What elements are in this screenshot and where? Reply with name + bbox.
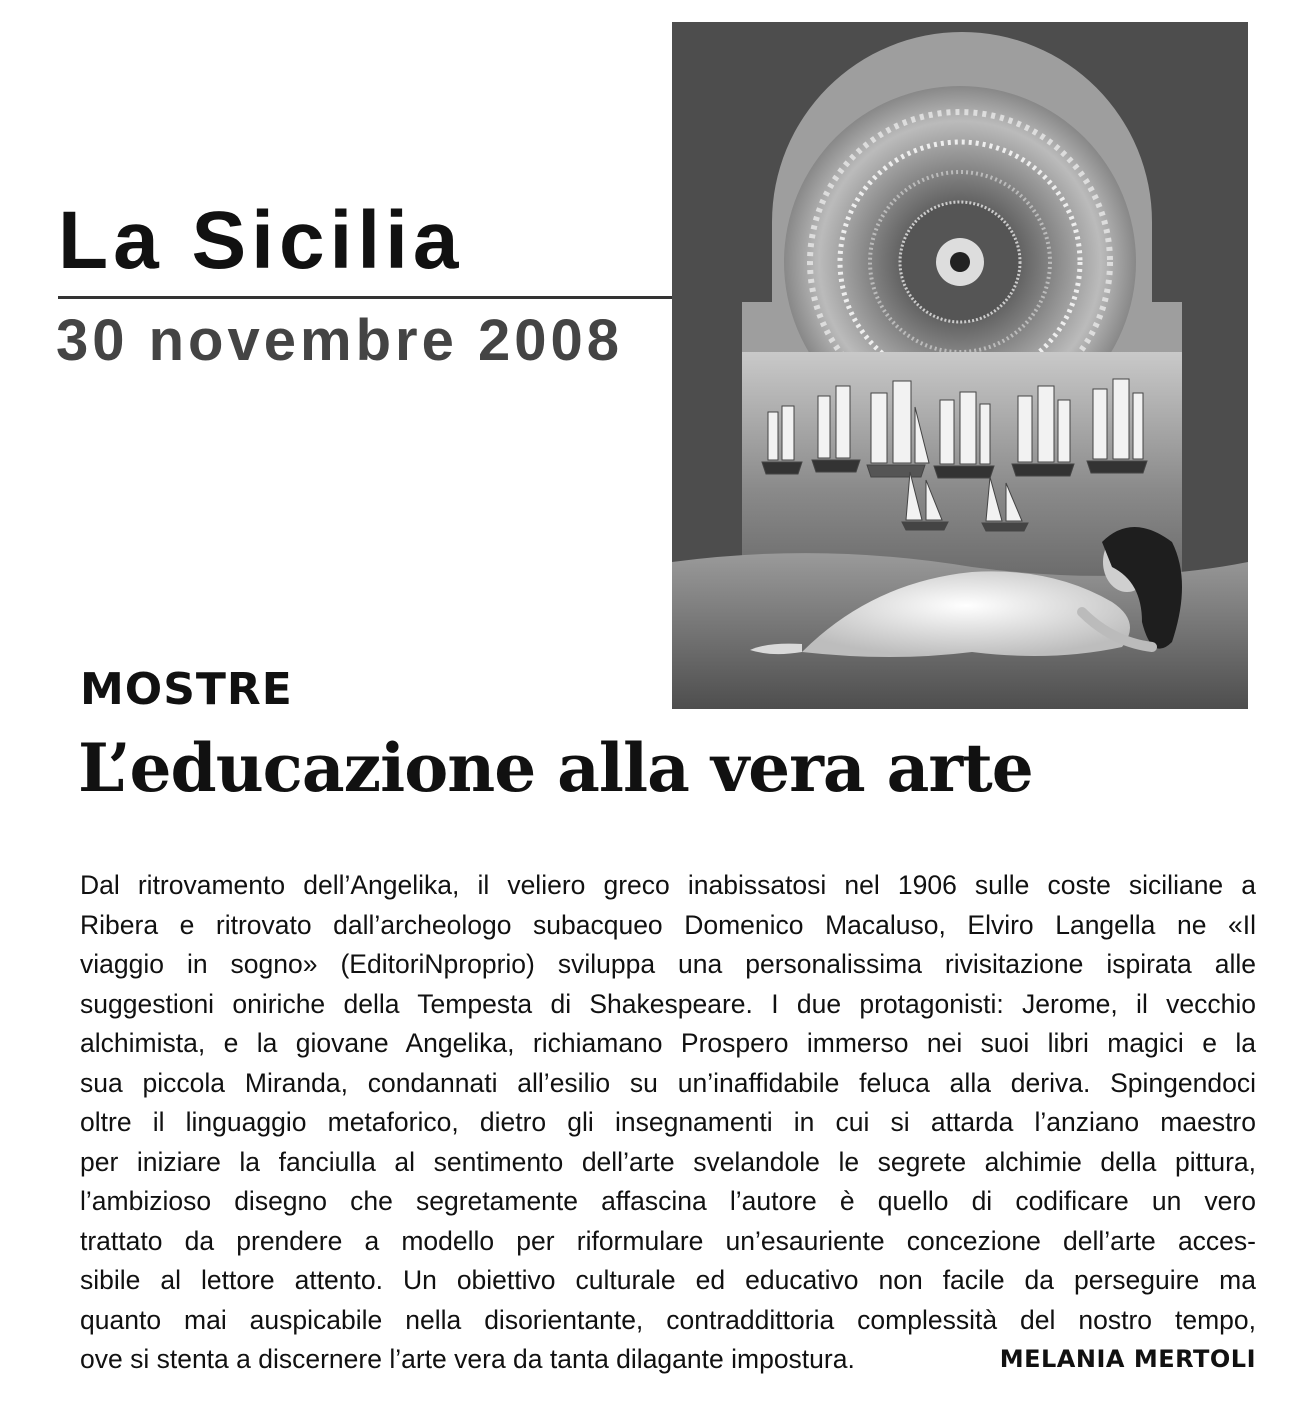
article-body bbox=[80, 866, 1256, 1380]
body-line: l’ambizioso disegno che segretamente affascina l’autore è quello di codificare un vero bbox=[80, 1186, 1256, 1216]
body-line: alchimista, e la giovane Angelika, richiamano Prospero immerso nei suoi libri magici e la bbox=[80, 1028, 1256, 1058]
body-line: ove si stenta a discernere l’arte vera da tanta dilagante impostura. bbox=[80, 1344, 855, 1374]
body-line: per iniziare la fanciulla al sentimento dell’arte svelandole le segrete alchimie della pittura, bbox=[80, 1146, 1256, 1177]
body-line: sibile al lettore attento. Un obiettivo culturale ed educativo non facile da perseguire ma bbox=[80, 1265, 1256, 1295]
body-last-line bbox=[80, 1340, 1256, 1380]
article-illustration bbox=[672, 22, 1248, 709]
author-byline: MELANIA MERTOLI bbox=[999, 1345, 1256, 1373]
body-line: suggestioni oniriche della Tempesta di Shakespeare. I due protagonisti: Jerome, il vecchio bbox=[80, 988, 1256, 1019]
body-line: viaggio in sogno» (EditoriNproprio) sviluppa una personalissima rivisitazione ispirata alle bbox=[80, 949, 1256, 979]
masthead-divider bbox=[58, 296, 674, 299]
publication-date: 30 novembre 2008 bbox=[56, 308, 623, 373]
body-line: trattato da prendere a modello per riformulare un’esauriente concezione dell’arte acces- bbox=[80, 1225, 1256, 1256]
body-line: Dal ritrovamento dell’Angelika, il veliero greco inabissatosi nel 1906 sulle coste siciliane a bbox=[80, 870, 1256, 900]
body-line: oltre il linguaggio metaforico, dietro gli insegnamenti in cui si attarda l’anziano maestro bbox=[80, 1107, 1256, 1137]
newspaper-title: La Sicilia bbox=[58, 195, 464, 286]
body-line: quanto mai auspicabile nella disorientante, contraddittoria complessità del nostro tempo, bbox=[80, 1304, 1256, 1335]
body-line: sua piccola Miranda, condannati all’esilio su un’inaffidabile feluca alla deriva. Spingendoci bbox=[80, 1067, 1256, 1098]
section-kicker: MOSTRE bbox=[80, 664, 293, 715]
body-line: Ribera e ritrovato dall’archeologo subacqueo Domenico Macaluso, Elviro Langella ne «Il bbox=[80, 909, 1256, 940]
article-headline: L’educazione alla vera arte bbox=[78, 729, 1033, 807]
